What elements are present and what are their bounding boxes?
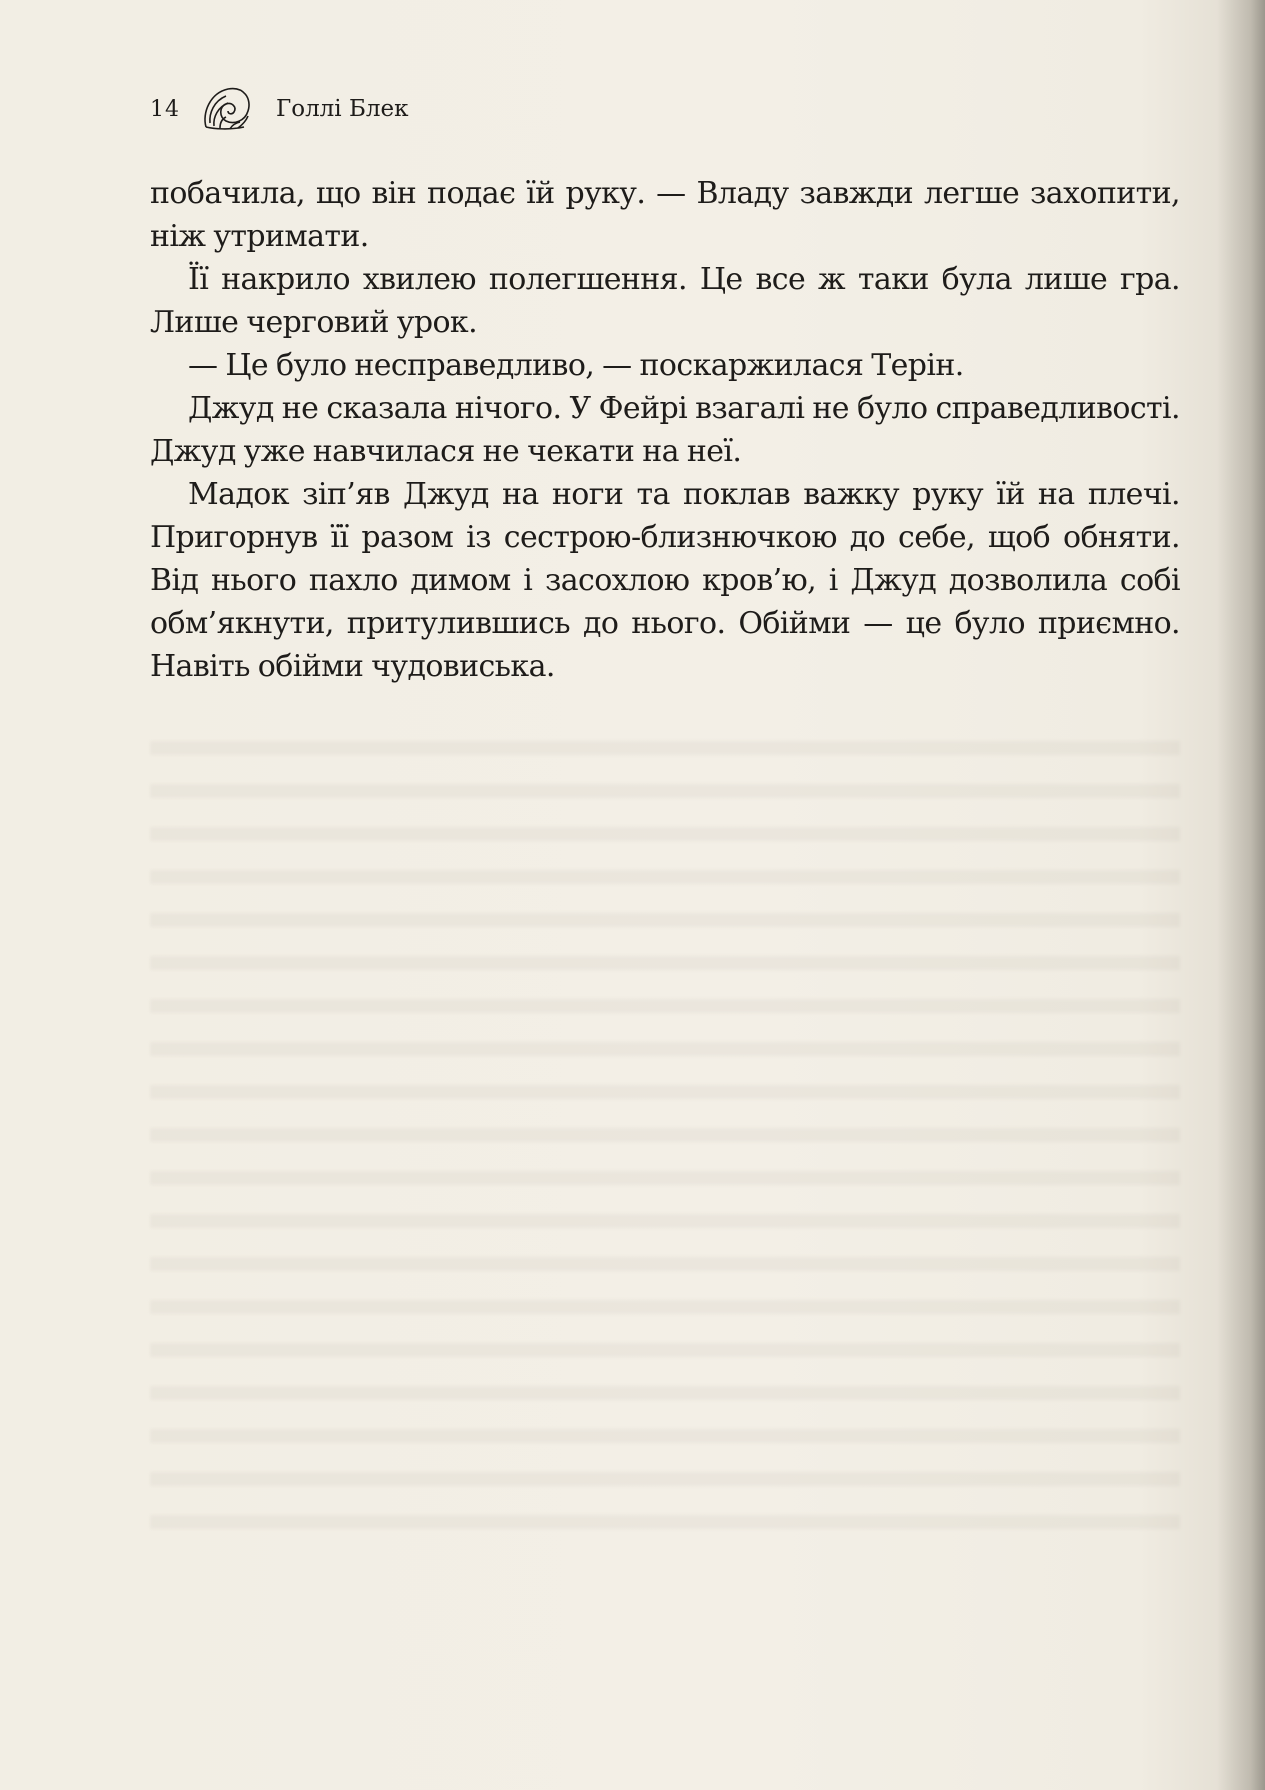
paragraph: Мадок зіп’яв Джуд на ноги та поклав важку руку їй на плечі. Пригорнув її разом із сестрою-близнючкою до себе, щоб обняти. Від нього пахло димом і засохлою кров’ю, і Джуд дозволила собі обм’якнути, притулившись до нього. Обійми — це було приємно. Навіть обійми чудовиська.: [150, 477, 1180, 684]
paragraph: Джуд не сказала нічого. У Фейрі взагалі не було справедливості. Джуд уже навчилася не чекати на неї.: [150, 391, 1180, 469]
paragraph: — Це було несправедливо, — поскаржилася Терін.: [188, 348, 964, 383]
page-edge-shadow: [1217, 0, 1265, 1790]
paragraph: побачила, що він подає їй руку. — Владу завжди легше захопити, ніж утримати.: [150, 176, 1180, 254]
show-through-text: [150, 720, 1180, 1540]
running-head-author: Голлі Блек: [276, 96, 409, 122]
paragraph: Її накрило хвилею полегшення. Це все ж таки була лише гра. Лише черговий урок.: [150, 262, 1180, 340]
shell-icon: [200, 83, 254, 135]
page-number: 14: [150, 96, 180, 122]
body-text: [150, 172, 1180, 688]
page-header: [150, 84, 408, 134]
